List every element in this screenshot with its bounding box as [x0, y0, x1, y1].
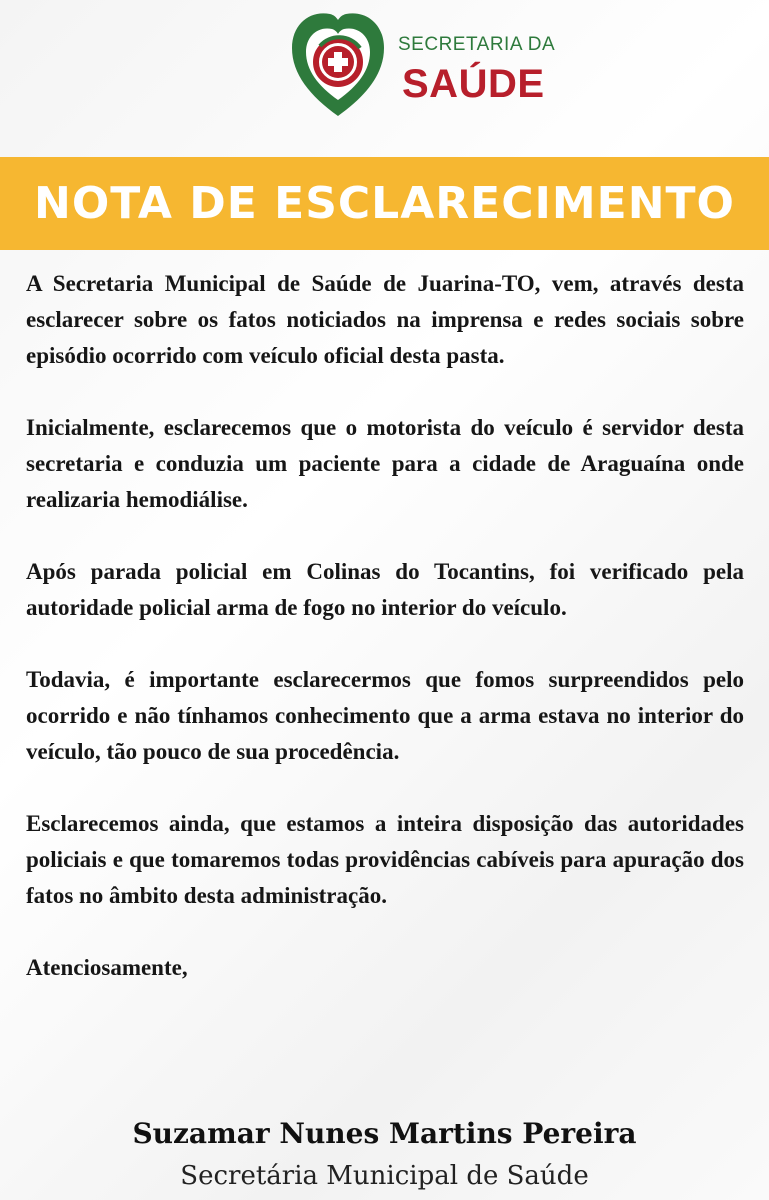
paragraph-police-stop: Após parada policial em Colinas do Tocantins, foi verificado pela autoridade policial arma de fogo no interior do veículo.	[26, 559, 744, 620]
page-title: NOTA DE ESCLARECIMENTO	[34, 178, 735, 229]
secretaria-saude-logo	[290, 8, 556, 128]
paragraph-cooperation: Esclarecemos ainda, que estamos a inteira disposição das autoridades policiais e que tomaremos todas providências cabíveis para apuração dos fatos no âmbito desta administração.	[26, 811, 744, 908]
title-banner	[0, 157, 769, 250]
signatory-role: Secretária Municipal de Saúde	[180, 1161, 589, 1191]
paragraph-intro: A Secretaria Municipal de Saúde de Juarina-TO, vem, através desta esclarecer sobre os fatos noticiados na imprensa e redes sociais sobre episódio ocorrido com veículo oficial desta pasta.	[26, 271, 744, 368]
paragraph-driver: Inicialmente, esclarecemos que o motorista do veículo é servidor desta secretaria e conduzia um paciente para a cidade de Araguaína onde realizaria hemodiálise.	[26, 415, 744, 512]
closing-salutation: Atenciosamente,	[26, 955, 188, 980]
signatory-name: Suzamar Nunes Martins Pereira	[132, 1117, 637, 1150]
paragraph-surprise: Todavia, é importante esclarecermos que fomos surpreendidos pelo ocorrido e não tínhamos conhecimento que a arma estava no interior do veículo, tão pouco de sua procedência.	[26, 667, 744, 764]
note-body	[26, 266, 744, 986]
logo-text-saude: SAÚDE	[402, 62, 545, 106]
heart-cross-logo-icon	[290, 8, 386, 120]
signature-block	[0, 1112, 769, 1196]
logo-text-secretaria: SECRETARIA DA	[398, 34, 556, 55]
